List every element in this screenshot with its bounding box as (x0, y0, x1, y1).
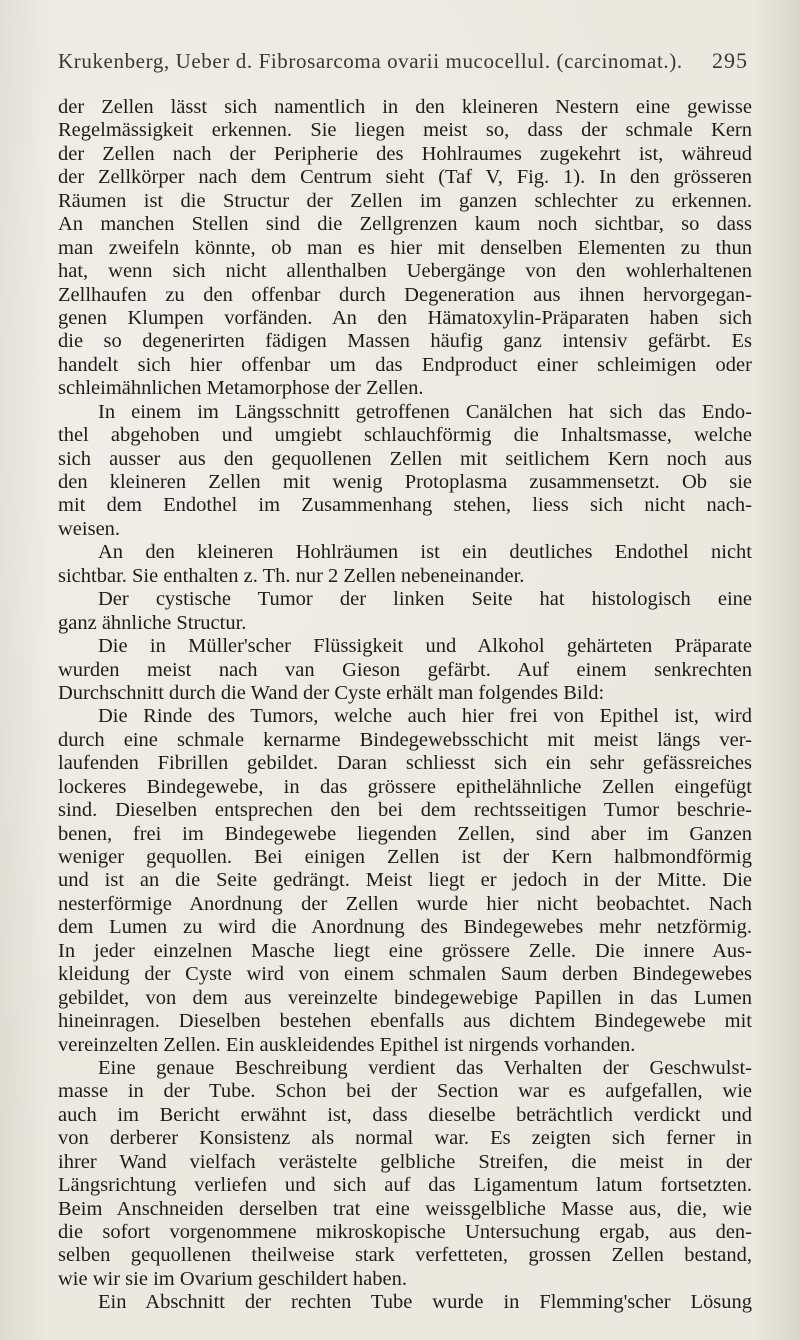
text-line: man zweifeln könnte, ob man es hier mit denselben Elementen zu thun (58, 236, 752, 259)
text-line: An den kleineren Hohlräumen ist ein deutliches Endothel nicht (98, 541, 752, 564)
text-line: ganz ähnliche Structur. (58, 611, 247, 634)
text-line: auch im Bericht erwähnt ist, dass dieselbe beträchtlich verdickt und (58, 1103, 752, 1126)
text-line: den kleineren Zellen mit wenig Protoplasma zusammensetzt. Ob sie (58, 471, 752, 493)
text-line: lockeres Bindegewebe, in das grössere epithelähnliche Zellen eingefügt (58, 775, 752, 798)
text-line: sichtbar. Sie enthalten z. Th. nur 2 Zellen nebeneinander. (58, 564, 525, 587)
text-line: In jeder einzelnen Masche liegt eine grössere Zelle. Die innere Aus- (58, 939, 752, 962)
text-line: thel abgehoben und umgiebt schlauchförmig die Inhaltsmasse, welche (58, 424, 752, 447)
text-line: handelt sich hier offenbar um das Endproduct einer schleimigen oder (58, 353, 752, 376)
text-line: kleidung der Cyste wird von einem schmalen Saum derben Bindegewebes (58, 963, 752, 986)
text-line: Ein Abschnitt der rechten Tube wurde in Flemming'scher Lösung (98, 1291, 752, 1314)
text-line: Beim Anschneiden derselben trat eine weissgelbliche Masse aus, die, wie (58, 1197, 752, 1220)
text-line: vereinzelten Zellen. Ein auskleidendes Epithel ist nirgends vorhanden. (58, 1033, 636, 1056)
text-line: weisen. (58, 517, 121, 540)
text-line: Räumen ist die Structur der Zellen im ganzen schlechter zu erkennen. (58, 189, 752, 212)
text-line: Regelmässigkeit erkennen. Sie liegen meist so, dass der schmale Kern (58, 119, 752, 142)
text-line: schleimähnlichen Metamorphose der Zellen. (58, 377, 424, 400)
text-line: Der cystische Tumor der linken Seite hat histologisch eine (98, 588, 752, 611)
text-line: masse in der Tube. Schon bei der Section war es aufgefallen, wie (58, 1080, 752, 1103)
text-line: wurden meist nach van Gieson gefärbt. Auf einem senkrechten (58, 658, 752, 681)
page-number: 295 (712, 48, 748, 73)
text-line: benen, frei im Bindegewebe liegenden Zellen, sind aber im Ganzen (58, 822, 752, 845)
text-line: die sofort vorgenommene mikroskopische Untersuchung ergab, aus den- (58, 1221, 752, 1243)
text-line: durch eine schmale kernarme Bindegewebsschicht mit meist längs ver- (58, 728, 752, 751)
text-line: von derberer Konsistenz als normal war. Es zeigten sich ferner in (58, 1127, 752, 1150)
text-line: Zellhaufen zu den offenbar durch Degeneration aus ihnen hervorgegan- (58, 283, 752, 306)
text-line: der Zellkörper nach dem Centrum sieht (Taf V, Fig. 1). In den grösseren (58, 166, 752, 189)
text-line: sind. Dieselben entsprechen den bei dem rechtsseitigen Tumor beschrie- (58, 799, 752, 822)
text-line: der Zellen lässt sich namentlich in den kleineren Nestern eine gewisse (58, 96, 752, 118)
text-line: dem Lumen zu wird die Anordnung des Bindegewebes mehr netzförmig. (58, 916, 752, 939)
text-line: wie wir sie im Ovarium geschildert haben. (58, 1267, 407, 1290)
text-line: gebildet, von dem aus vereinzelte bindegewebige Papillen in das Lumen (58, 986, 752, 1009)
text-line: laufenden Fibrillen gebildet. Daran schliesst sich ein sehr gefässreiches (58, 752, 752, 775)
text-line: die so degenerirten fädigen Massen häufig ganz intensiv gefärbt. Es (58, 330, 752, 353)
text-line: Durchschnitt durch die Wand der Cyste erhält man folgendes Bild: (58, 681, 605, 704)
text-line: hat, wenn sich nicht allenthalben Uebergänge von den wohlerhaltenen (58, 260, 752, 283)
text-line: genen Klumpen vorfänden. An den Hämatoxylin-Präparaten haben sich (58, 306, 752, 329)
text-line: der Zellen nach der Peripherie des Hohlraumes zugekehrt ist, währeud (58, 142, 752, 165)
text-line: An manchen Stellen sind die Zellgrenzen kaum noch sichtbar, so dass (58, 213, 752, 236)
text-line: und ist an die Seite gedrängt. Meist liegt er jedoch in der Mitte. Die (58, 869, 752, 892)
text-line: Eine genaue Beschreibung verdient das Verhalten der Geschwulst- (98, 1056, 752, 1079)
text-line: Die Rinde des Tumors, welche auch hier frei von Epithel ist, wird (98, 705, 752, 728)
text-line: weniger gequollen. Bei einigen Zellen ist der Kern halbmondförmig (58, 846, 752, 868)
running-head (58, 48, 748, 82)
text-line: hineinragen. Dieselben bestehen ebenfalls aus dichtem Bindegewebe mit (58, 1010, 752, 1033)
text-line: selben gequollenen theilweise stark verfetteten, grossen Zellen bestand, (58, 1244, 752, 1267)
running-head-title: Krukenberg, Ueber d. Fibrosarcoma ovarii mucocellul. (carcinomat.). (58, 49, 683, 73)
text-line: sich ausser aus den gequollenen Zellen mit seitlichem Kern noch aus (58, 447, 752, 470)
text-line: mit dem Endothel im Zusammenhang stehen, liess sich nicht nach- (58, 494, 752, 517)
body-text (58, 96, 752, 1315)
text-line: In einem im Längsschnitt getroffenen Canälchen hat sich das Endo- (98, 400, 752, 423)
text-line: ihrer Wand vielfach verästelte gelbliche Streifen, die meist in der (58, 1150, 752, 1173)
text-line: Die in Müller'scher Flüssigkeit und Alkohol gehärteten Präparate (98, 635, 752, 658)
text-line: Längsrichtung verliefen und sich auf das Ligamentum latum fortsetzten. (58, 1174, 752, 1197)
text-line: nesterförmige Anordnung der Zellen wurde hier nicht beobachtet. Nach (58, 892, 752, 915)
